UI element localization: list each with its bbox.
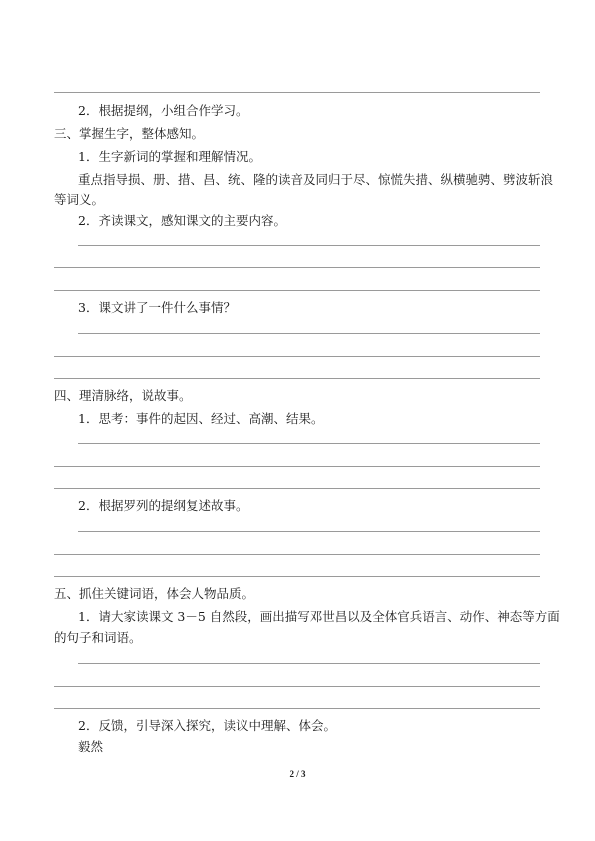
section-heading: 五、抓住关键词语，体会人物品质。 bbox=[54, 586, 255, 601]
answer-line bbox=[54, 576, 540, 577]
list-item: 2．根据提纲，小组合作学习。 bbox=[78, 103, 249, 118]
answer-line bbox=[78, 333, 540, 334]
answer-line bbox=[78, 663, 540, 664]
answer-line bbox=[54, 356, 540, 357]
answer-line bbox=[54, 92, 540, 93]
paragraph-text: 重点指导损、册、措、昌、统、隆的读音及同归于尽、惊慌失措、纵横驰骋、劈波斩浪 bbox=[78, 172, 554, 187]
answer-line bbox=[54, 686, 540, 687]
list-item: 2．反馈，引导深入探究，读议中理解、体会。 bbox=[78, 718, 336, 733]
list-item: 1．生字新词的掌握和理解情况。 bbox=[78, 149, 261, 164]
page-number: 2 / 3 bbox=[289, 769, 306, 779]
list-item: 2．根据罗列的提纲复述故事。 bbox=[78, 498, 249, 513]
answer-line bbox=[54, 488, 540, 489]
answer-line bbox=[78, 443, 540, 444]
answer-line bbox=[54, 290, 540, 291]
answer-line bbox=[54, 378, 540, 379]
paragraph-text: 等词义。 bbox=[54, 192, 105, 207]
paragraph-text: 的句子和词语。 bbox=[54, 630, 142, 645]
answer-line bbox=[78, 531, 540, 532]
answer-line bbox=[78, 245, 540, 246]
answer-line bbox=[54, 466, 540, 467]
list-item: 2．齐读课文，感知课文的主要内容。 bbox=[78, 213, 286, 228]
answer-line bbox=[54, 708, 540, 709]
list-item: 1．思考：事件的起因、经过、高潮、结果。 bbox=[78, 411, 324, 426]
list-item: 3．课文讲了一件什么事情？ bbox=[78, 300, 236, 315]
section-heading: 三、掌握生字，整体感知。 bbox=[54, 126, 205, 141]
answer-line bbox=[54, 554, 540, 555]
answer-line bbox=[54, 267, 540, 268]
paragraph-text: 毅然 bbox=[78, 739, 104, 754]
list-item: 1．请大家读课文 3－5 自然段，画出描写邓世昌以及全体官兵语言、动作、神态等方面 bbox=[78, 609, 560, 624]
section-heading: 四、理清脉络，说故事。 bbox=[54, 388, 192, 403]
